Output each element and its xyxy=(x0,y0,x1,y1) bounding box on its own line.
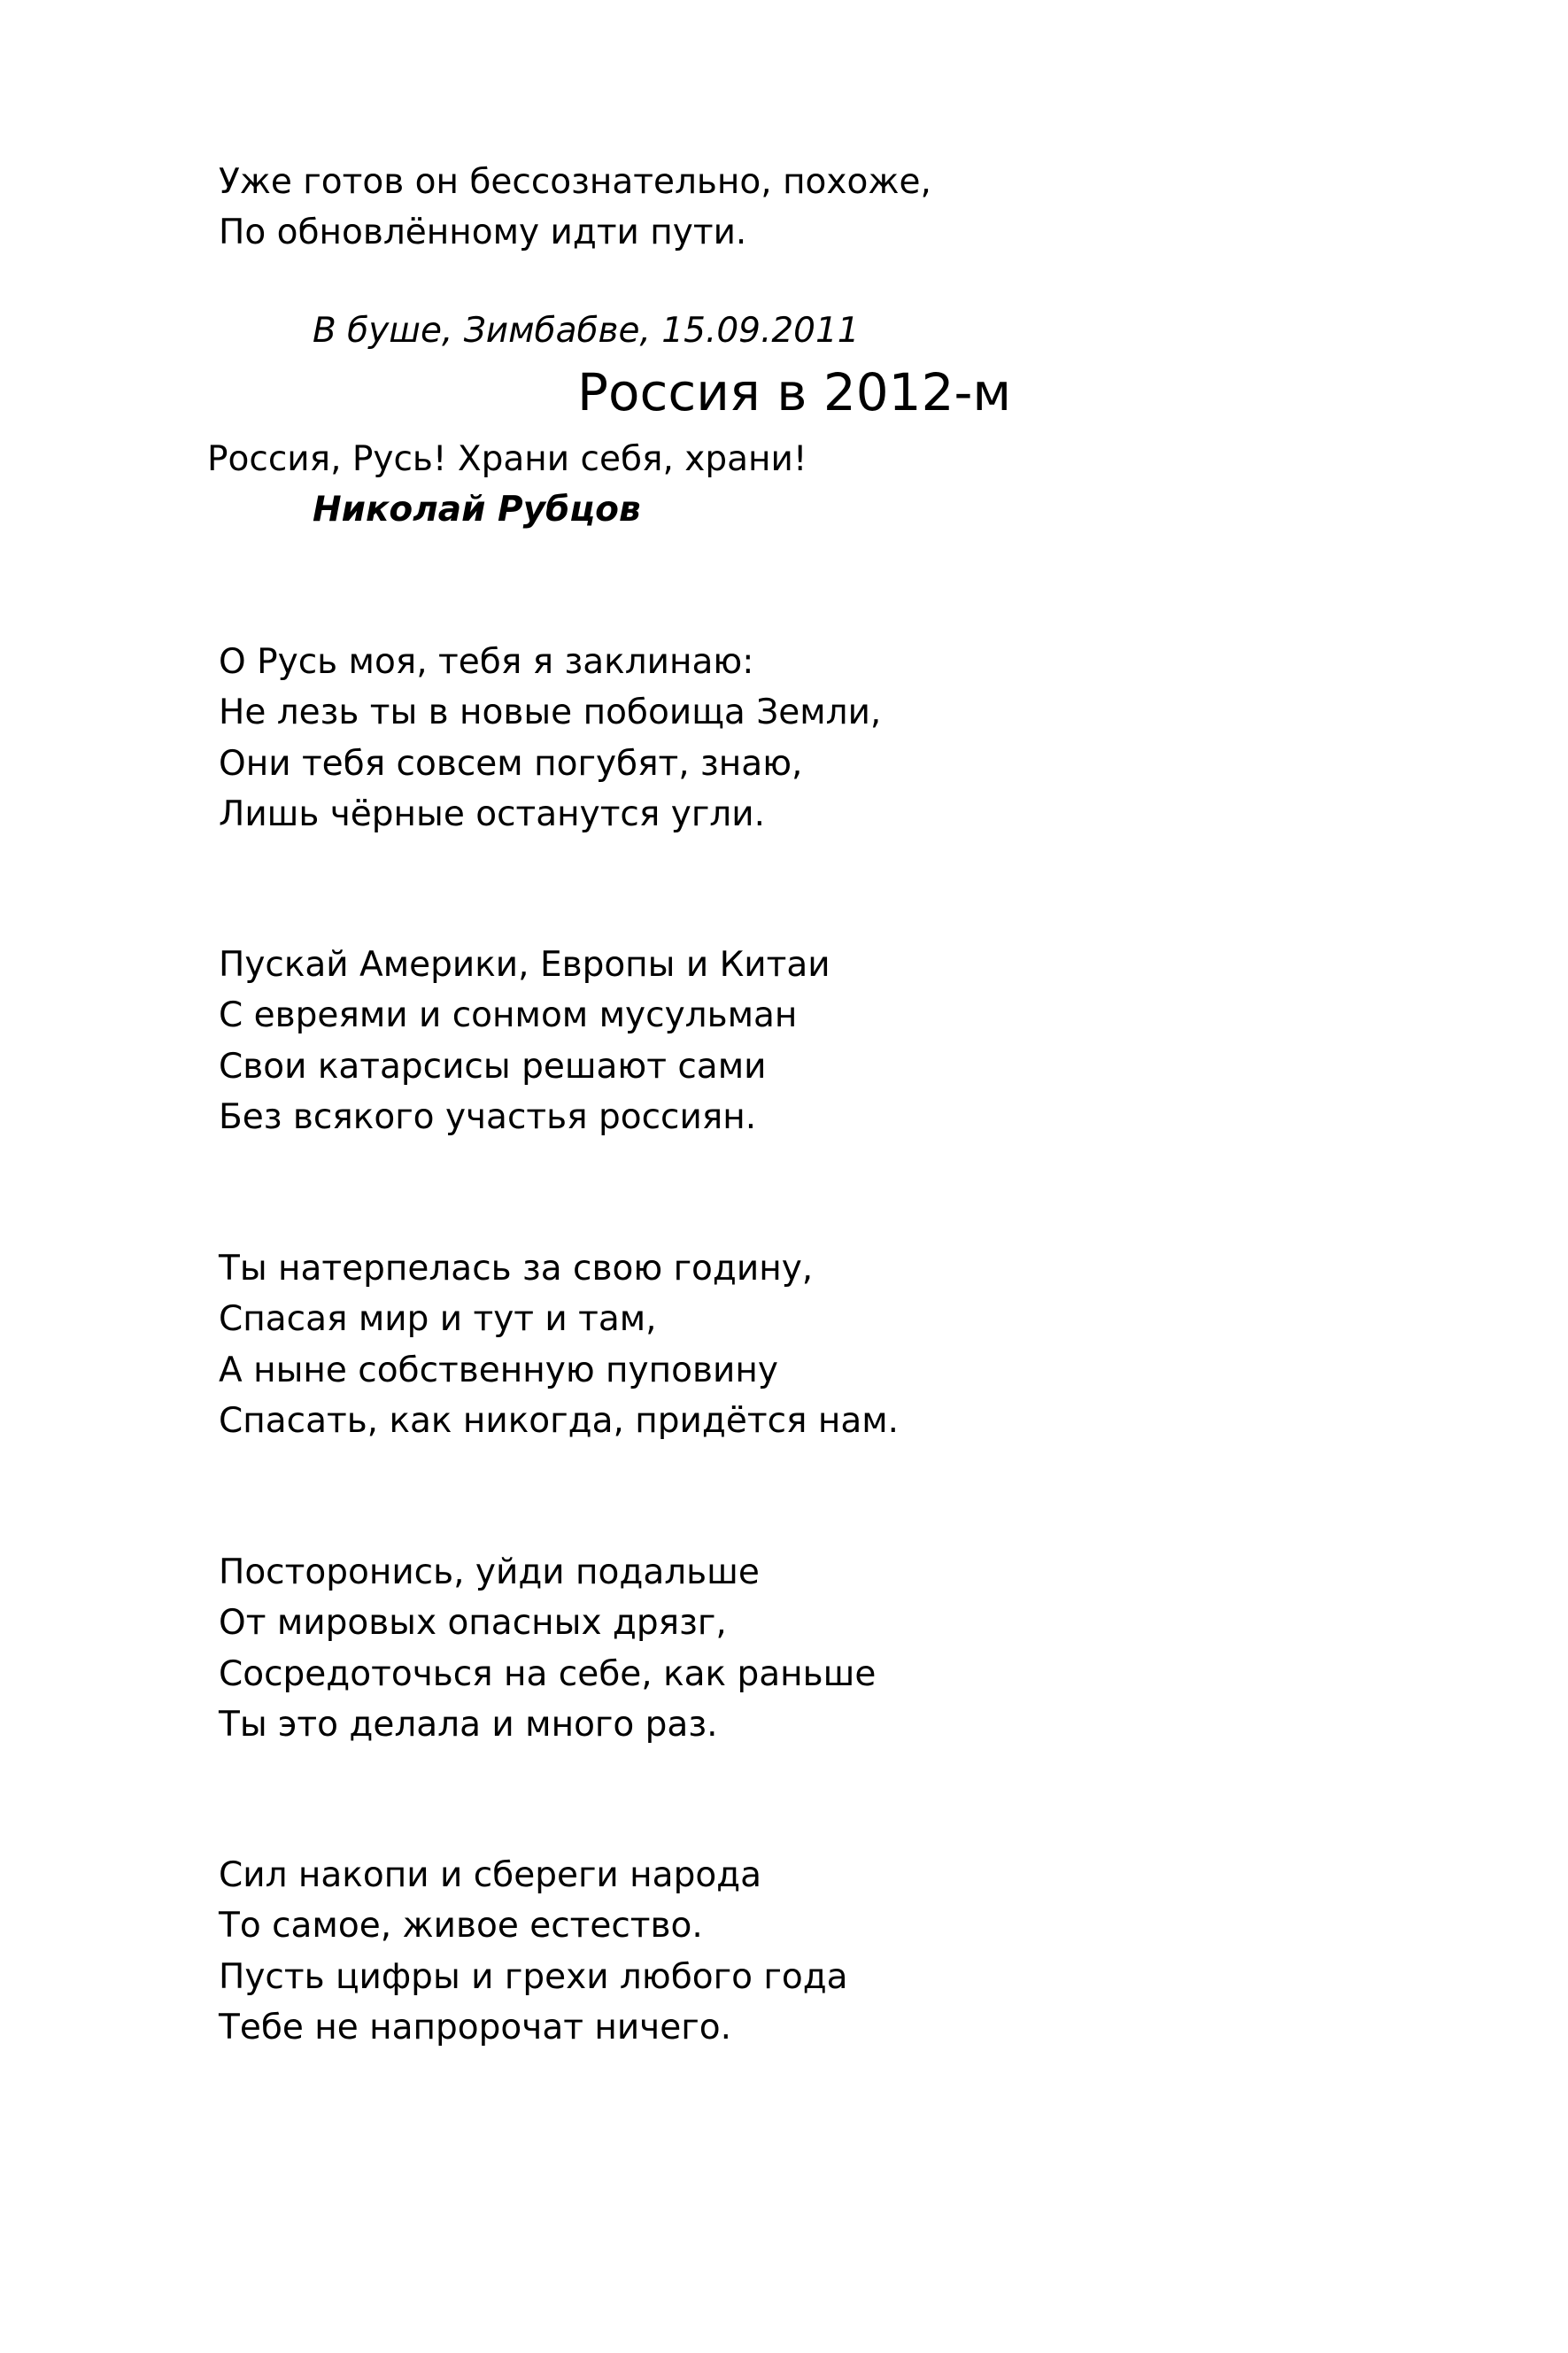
verse-line: Посторонись, уйди подальше xyxy=(219,1552,760,1592)
verse-line: Лишь чёрные останутся угли. xyxy=(219,793,765,834)
verse-line: Ты натерпелась за свою годину, xyxy=(219,1249,814,1289)
epigraph-author: Николай Рубцов xyxy=(313,490,641,530)
verse-line: Уже готов он бессознательно, похоже, xyxy=(219,162,931,202)
verse-line: А ныне собственную пуповину xyxy=(219,1350,778,1390)
verse-line: Спасать, как никогда, придётся нам. xyxy=(219,1400,900,1441)
verse-line: Сосредоточься на себе, как раньше xyxy=(219,1653,877,1694)
verse-line: Спасая мир и тут и там, xyxy=(219,1299,657,1340)
verse-line: По обновлённому идти пути. xyxy=(219,213,747,253)
verse-line: От мировых опасных дрязг, xyxy=(219,1603,727,1644)
epigraph: Россия, Русь! Храни себя, храни! xyxy=(207,439,807,479)
stanza-1 xyxy=(219,637,881,840)
poem-title: Россия в 2012-м xyxy=(577,362,1012,422)
verse-line: Без всякого участья россиян. xyxy=(219,1096,757,1137)
verse-line: Пускай Америки, Европы и Китаи xyxy=(219,945,830,985)
stanza-4 xyxy=(219,1547,876,1750)
place-and-date: В буше, Зимбабве, 15.09.2011 xyxy=(313,311,860,351)
verse-line: Не лезь ты в новые побоища Земли, xyxy=(219,693,882,733)
verse-line: Сил накопи и сбереги народа xyxy=(219,1855,762,1895)
stanza-5 xyxy=(219,1850,848,2053)
verse-line: Ты это делала и много раз. xyxy=(219,1704,718,1745)
stanza-3 xyxy=(219,1243,899,1446)
verse-line: Пусть цифры и грехи любого года xyxy=(219,1956,848,1997)
verse-line: О Русь моя, тебя я заклинаю: xyxy=(219,642,754,682)
verse-line: Свои катарсисы решают сами xyxy=(219,1046,767,1087)
verse-line: С евреями и сонмом мусульман xyxy=(219,995,798,1036)
verse-line: То самое, живое естество. xyxy=(219,1906,703,1947)
verse-line: Тебе не напророчат ничего. xyxy=(219,2007,731,2047)
previous-poem-ending xyxy=(219,157,931,259)
stanza-2 xyxy=(219,940,830,1142)
verse-line: Они тебя совсем погубят, знаю, xyxy=(219,743,803,784)
